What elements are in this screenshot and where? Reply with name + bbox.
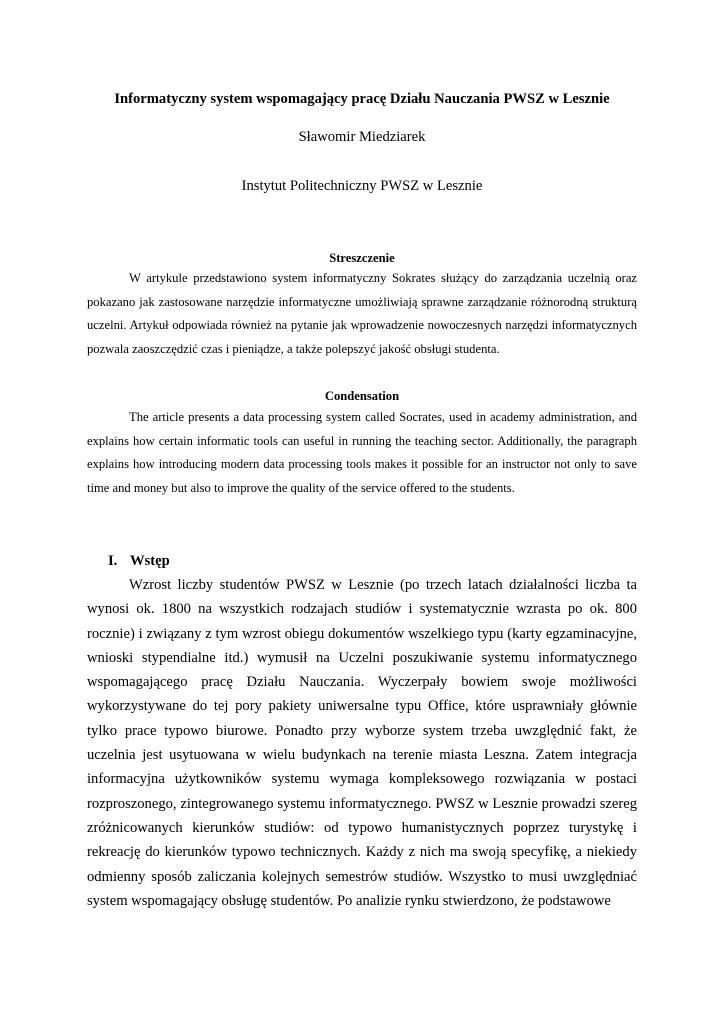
paper-title: Informatyczny system wspomagający pracę Działu Nauczania PWSZ w Lesznie <box>114 91 610 107</box>
abstract-pl-heading: Streszczenie <box>329 251 395 265</box>
abstract-en-heading: Condensation <box>324 389 400 403</box>
section-title: Wstęp <box>130 553 170 569</box>
abstract-en-text: The article presents a data processing system called Socrates, used in academy administration, and explains how certain informatic tools can useful in running the teaching sector. Additionally, the paragraph explains how introducing modern data processing tools makes it possible for an instructor not only to save time and money but also to improve the quality of the service offered to the students. <box>87 410 637 495</box>
section-heading <box>108 552 170 570</box>
abstract-pl-text: W artykule przedstawiono system informatyczny Sokrates służący do zarządzania uczelnią oraz pokazano jak zastosowane narzędzie informatyczne umożliwiają sprawne zarządzanie różnorodną strukturą uczelni. Artykuł odpowiada również na pytanie jak wprowadzenie nowoczesnych narzędzi informatycznych pozwala zaoszczędzić czas i pieniądze, a także polepszyć jakość obsługi studenta. <box>87 271 637 356</box>
author-name: Sławomir Miedziarek <box>298 129 426 145</box>
author-affiliation: Instytut Politechniczny PWSZ w Lesznie <box>241 178 483 194</box>
section-number: I. <box>108 553 118 569</box>
section-body-text: Wzrost liczby studentów PWSZ w Lesznie (po trzech latach działalności liczba ta wynosi ok. 1800 na wszystkich rodzajach studiów i systematycznie wzrasta po ok. 800 rocznie) i związany z tym wzrost obiegu dokumentów wszelkiego typu (karty egzaminacyjne, wnioski stypendialne itd.) wymusił na Uczelni poszukiwanie systemu informatycznego wspomagającego pracę Działu Nauczania. Wyczerpały bowiem swoje możliwości wykorzystywane do tej pory pakiety uniwersalne typu Office, które usprawniały głównie tylko prace typowo biurowe. Ponadto przy wyborze system trzeba uwzględnić fakt, że uczelnia jest usytuowana w wielu budynkach na terenie miasta Leszna. Zatem integracja informacyjna użytkowników systemu wymaga kompleksowego rozwiązania w postaci rozproszonego, zintegrowanego systemu informatycznego. PWSZ w Lesznie prowadzi szereg zróżnicowanych kierunków studiów: od typowo humanistycznych poprzez turystykę i rekreację do kierunków typowo technicznych. Każdy z nich ma swoją specyfikę, a niekiedy odmienny sposób zaliczania kolejnych semestrów studiów. Wszystko to musi uwzględniać system wspomagający obsługę studentów. Po analizie rynku stwierdzono, że podstawowe <box>87 577 637 909</box>
